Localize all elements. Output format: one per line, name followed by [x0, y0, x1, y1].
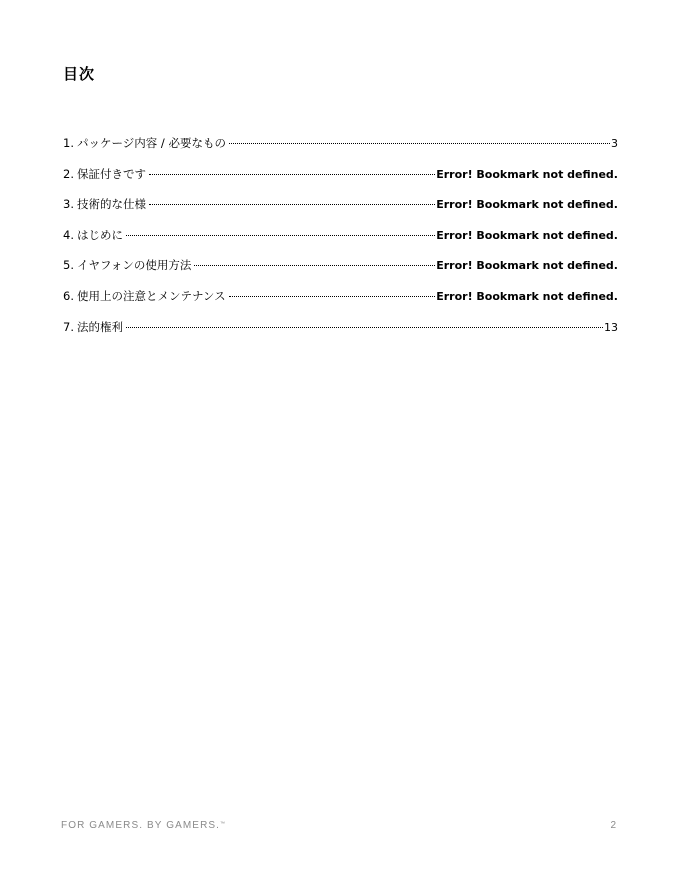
toc-entry-label: 使用上の注意とメンテナンス — [76, 288, 226, 303]
toc-entry-5[interactable] — [63, 257, 618, 288]
toc-entry-number: 5. — [63, 258, 74, 273]
toc-dot-leader — [149, 174, 435, 175]
toc-dot-leader — [149, 204, 435, 205]
toc-entry-number: 3. — [63, 197, 74, 212]
toc-entry-label: 保証付きです — [76, 166, 146, 181]
toc-entry-number: 4. — [63, 227, 74, 242]
toc-entry-page: 13 — [604, 320, 618, 334]
toc-entry-number: 7. — [63, 319, 74, 334]
toc-list — [63, 135, 618, 349]
toc-entry-2[interactable] — [63, 166, 618, 197]
toc-entry-4[interactable] — [63, 227, 618, 258]
footer-tagline-text: FOR GAMERS. BY GAMERS. — [61, 820, 221, 831]
toc-dot-leader — [194, 265, 435, 266]
toc-entry-label: 法的権利 — [76, 319, 123, 334]
toc-entry-label: イヤフォンの使用方法 — [76, 258, 192, 273]
toc-dot-leader — [229, 143, 610, 144]
toc-entry-page-error: Error! Bookmark not defined. — [436, 198, 618, 212]
footer-page-number: 2 — [610, 820, 616, 831]
toc-entry-3[interactable] — [63, 196, 618, 227]
toc-dot-leader — [229, 296, 436, 297]
toc-entry-label: はじめに — [76, 227, 123, 242]
toc-entry-number: 6. — [63, 288, 74, 303]
toc-title: 目次 — [63, 65, 96, 83]
toc-entry-page: 3 — [611, 137, 618, 150]
toc-entry-7[interactable] — [63, 319, 618, 350]
toc-entry-label: パッケージ内容 / 必要なもの — [76, 136, 226, 150]
toc-entry-number: 1. — [63, 136, 74, 150]
toc-entry-page-error: Error! Bookmark not defined. — [436, 289, 618, 303]
toc-dot-leader — [126, 327, 603, 328]
footer-tagline — [61, 820, 225, 831]
toc-dot-leader — [126, 235, 435, 236]
trademark-symbol: ™ — [220, 821, 226, 827]
toc-entry-label: 技術的な仕様 — [76, 197, 146, 212]
toc-entry-page-error: Error! Bookmark not defined. — [436, 228, 618, 242]
toc-entry-number: 2. — [63, 166, 74, 181]
toc-entry-page-error: Error! Bookmark not defined. — [436, 259, 618, 273]
toc-entry-6[interactable] — [63, 288, 618, 319]
toc-entry-1[interactable] — [63, 135, 618, 166]
toc-entry-page-error: Error! Bookmark not defined. — [436, 167, 618, 181]
